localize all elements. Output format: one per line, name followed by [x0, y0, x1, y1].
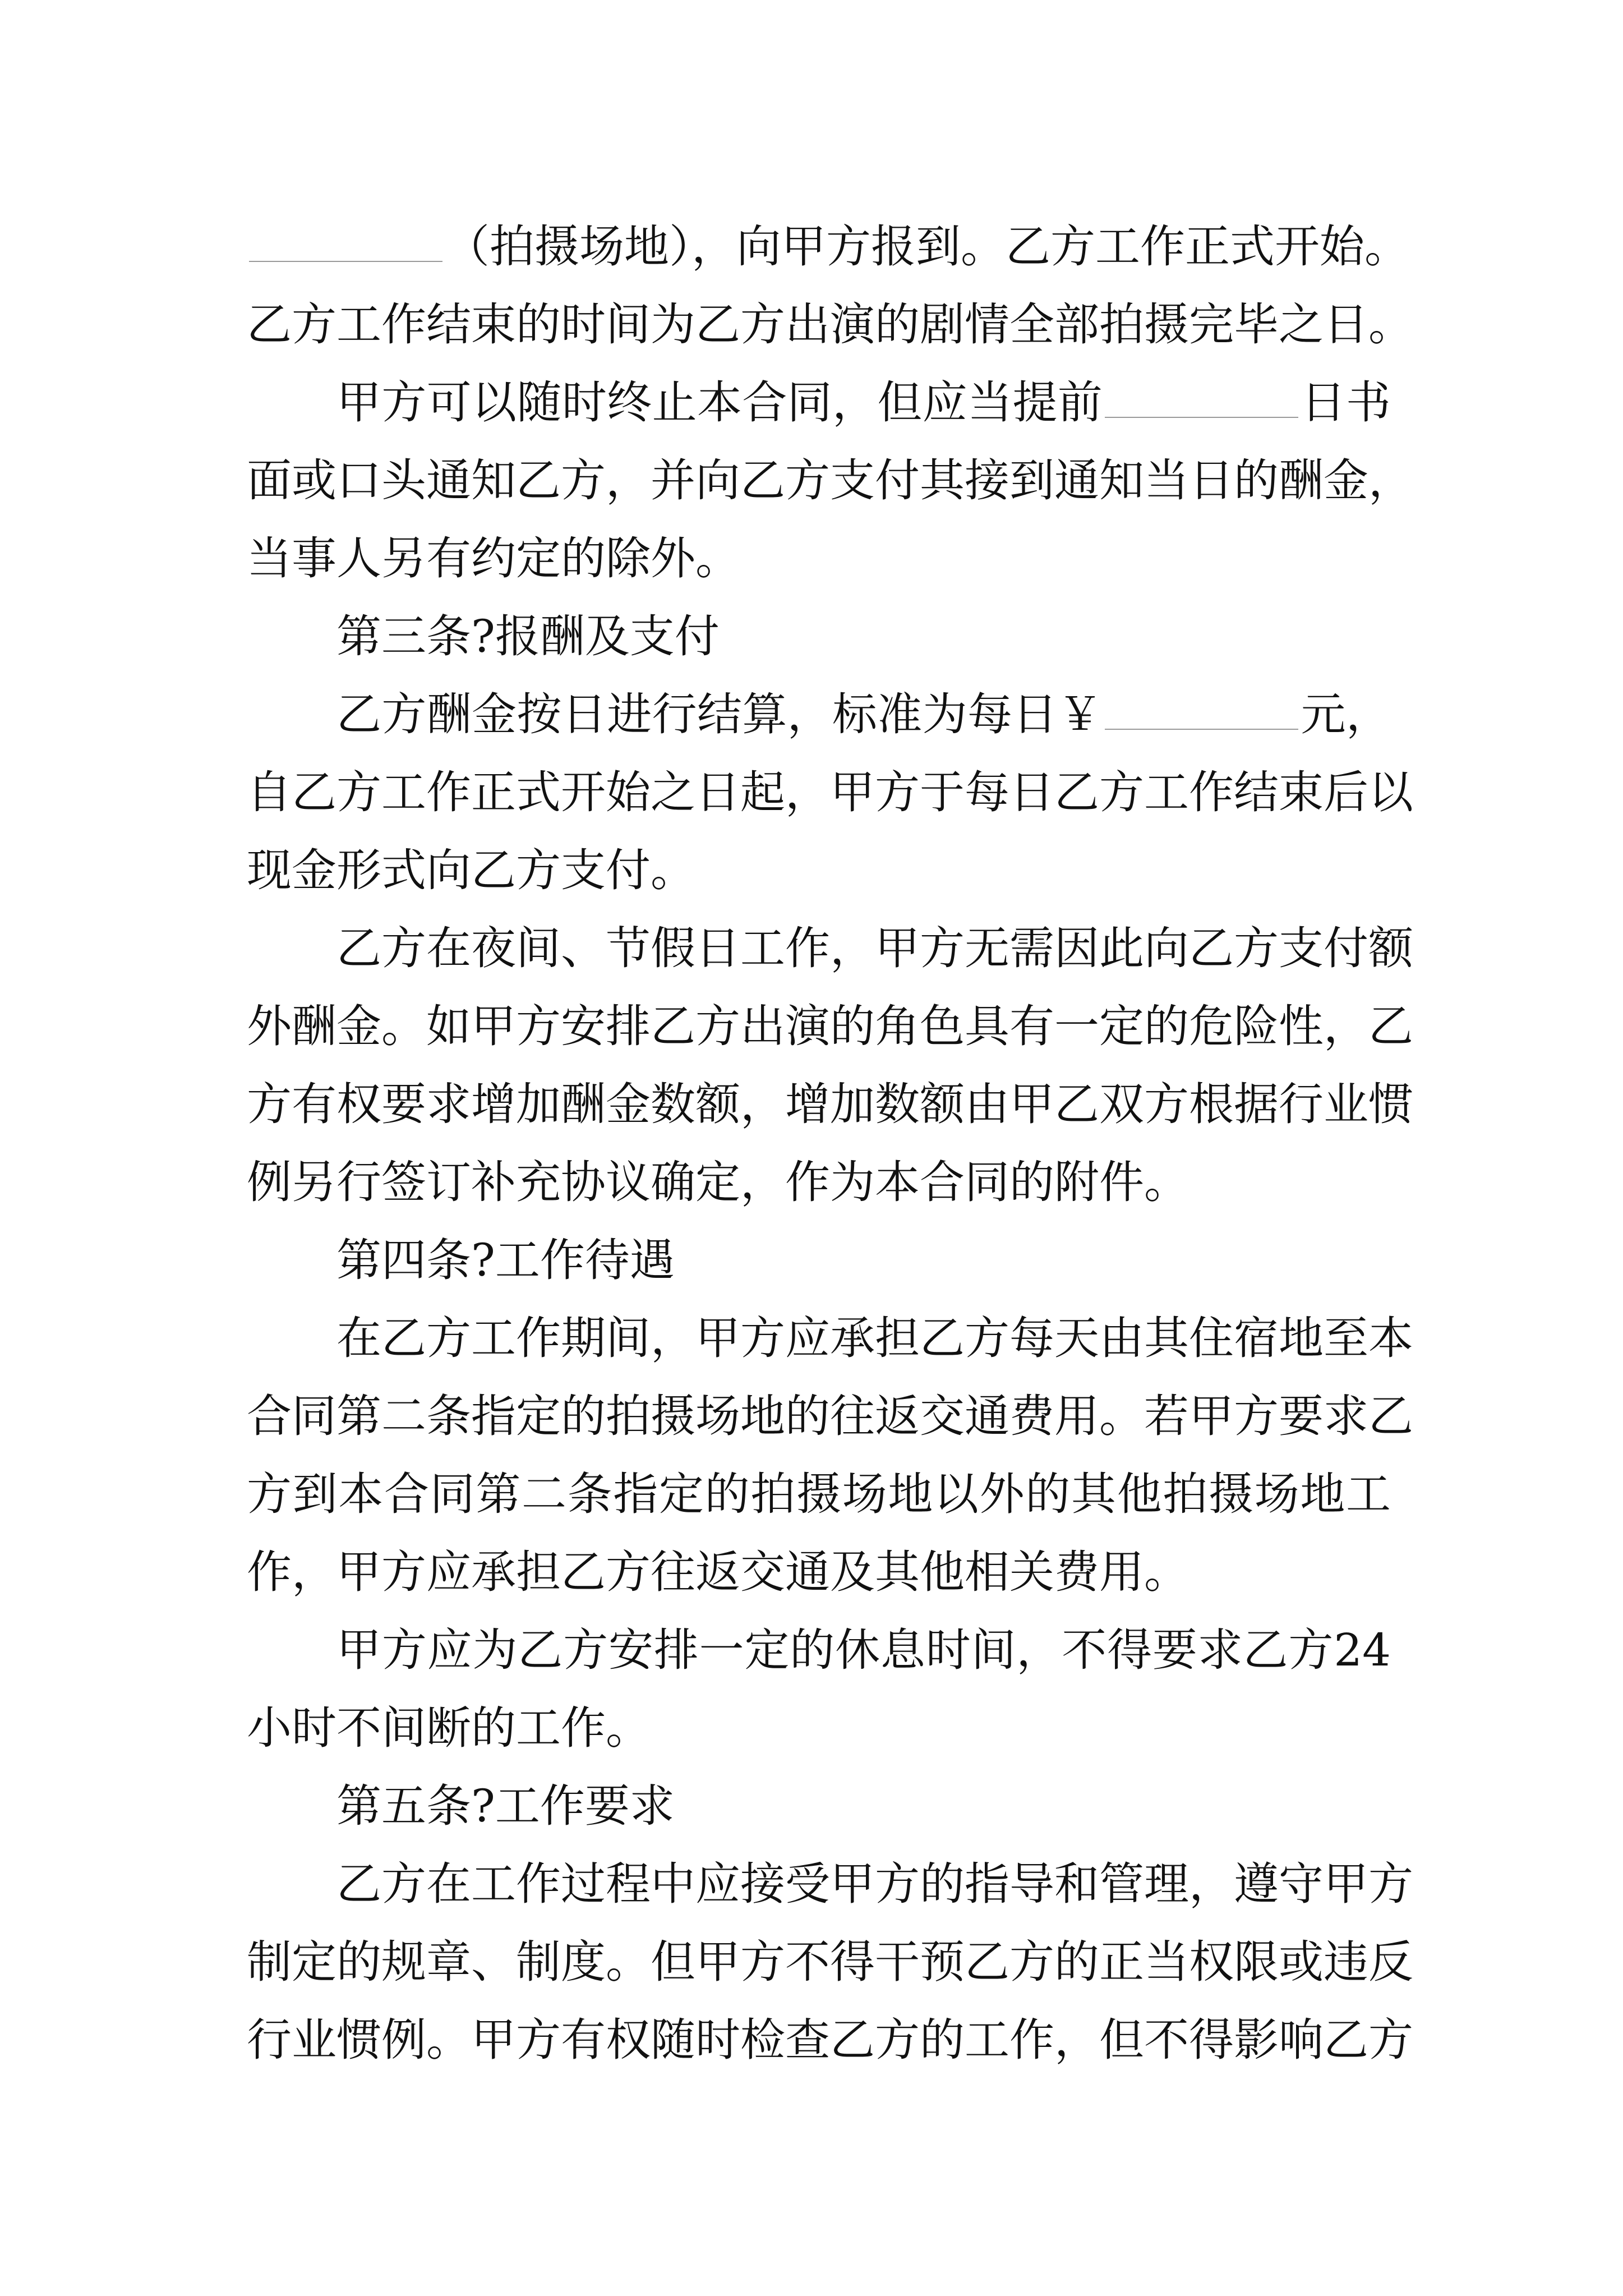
text-segment: 例另行签订补充协议确定，作为本合同的附件。 — [247, 1156, 1189, 1208]
text-line — [247, 909, 1413, 987]
text-line — [247, 208, 1409, 286]
text-segment: 面或口头通知乙方，并向乙方支付其接到通知当日的酬金， — [247, 454, 1413, 507]
text-line — [247, 753, 1413, 831]
text-segment: 制定的规章、制度。但甲方不得干预乙方的正当权限或违反 — [247, 1936, 1413, 1988]
text-segment: 外酬金。如甲方安排乙方出演的角色具有一定的危险性，乙 — [247, 1000, 1413, 1052]
text-segment: 第四条?工作待遇 — [336, 1234, 675, 1286]
text-segment: 在乙方工作期间，甲方应承担乙方每天由其住宿地至本 — [336, 1312, 1413, 1364]
fill-in-blank — [1105, 415, 1298, 418]
text-segment: 行业惯例。甲方有权随时检查乙方的工作，但不得影响乙方 — [247, 2014, 1413, 2066]
text-line — [247, 519, 1391, 597]
text-line — [247, 597, 1391, 675]
text-line — [247, 286, 1413, 364]
text-line — [247, 1533, 1391, 1611]
text-line — [247, 364, 1391, 441]
text-segment: 乙方工作结束的时间为乙方出演的剧情全部拍摄完毕之日。 — [247, 298, 1413, 351]
fill-in-blank — [249, 259, 442, 262]
text-segment: 乙方在工作过程中应接受甲方的指导和管理，遵守甲方 — [336, 1858, 1413, 1910]
text-line — [247, 1065, 1413, 1143]
text-line — [247, 1221, 1391, 1299]
text-line — [247, 1767, 1391, 1845]
text-segment: 元， — [1301, 688, 1391, 740]
text-segment: 乙方在夜间、节假日工作，甲方无需因此向乙方支付额 — [336, 922, 1413, 974]
text-segment: 甲方可以随时终止本合同，但应当提前 — [336, 376, 1103, 429]
text-segment: 自乙方工作正式开始之日起，甲方于每日乙方工作结束后以 — [247, 766, 1413, 818]
text-line — [247, 1455, 1391, 1533]
text-segment: 现金形式向乙方支付。 — [247, 844, 695, 896]
text-segment: 小时不间断的工作。 — [247, 1702, 651, 1754]
fill-in-blank — [1105, 726, 1298, 730]
text-segment: 方有权要求增加酬金数额，增加数额由甲乙双方根据行业惯 — [247, 1078, 1413, 1130]
text-line — [247, 441, 1413, 519]
text-line — [247, 1845, 1413, 1923]
text-segment: 第五条?工作要求 — [336, 1780, 675, 1832]
text-segment: （拍摄场地），向甲方报到。乙方工作正式开始。 — [445, 220, 1409, 273]
text-line — [247, 1299, 1413, 1377]
text-segment: 第三条?报酬及支付 — [336, 610, 720, 662]
contract-body-text — [247, 208, 1413, 2079]
text-segment: 甲方应为乙方安排一定的休息时间，不得要求乙方24 — [336, 1624, 1391, 1676]
text-line — [247, 675, 1391, 753]
text-segment: 当事人另有约定的除外。 — [247, 532, 740, 585]
text-segment: 合同第二条指定的拍摄场地的往返交通费用。若甲方要求乙 — [247, 1390, 1413, 1442]
text-line — [247, 1611, 1391, 1689]
text-line — [247, 831, 1391, 909]
text-segment: 作，甲方应承担乙方往返交通及其他相关费用。 — [247, 1546, 1189, 1598]
text-line — [247, 1923, 1413, 2001]
text-line — [247, 2001, 1413, 2079]
text-segment: 日书 — [1301, 376, 1391, 429]
text-line — [247, 1377, 1413, 1455]
text-line — [247, 1143, 1391, 1221]
text-line — [247, 1689, 1391, 1767]
text-segment: 乙方酬金按日进行结算，标准为每日￥ — [336, 688, 1103, 740]
text-line — [247, 987, 1413, 1065]
text-segment: 方到本合同第二条指定的拍摄场地以外的其他拍摄场地工 — [247, 1468, 1391, 1520]
